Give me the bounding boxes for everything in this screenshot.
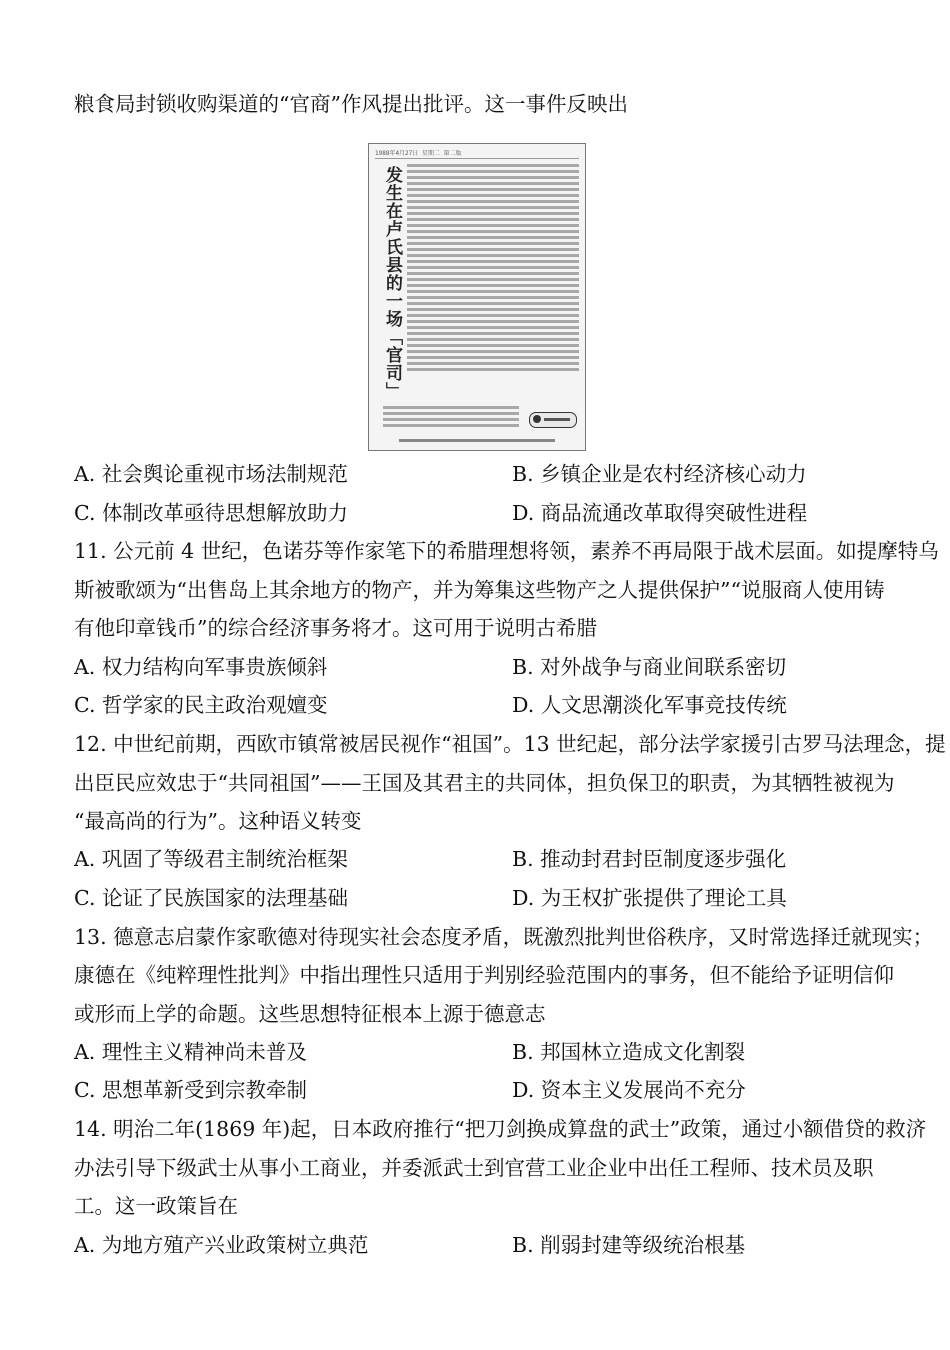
q11-option-d: D. 人文思潮淡化军事竞技传统 xyxy=(512,693,787,717)
q10-option-b: B. 乡镇企业是农村经济核心动力 xyxy=(512,462,807,486)
q13-stem-line: 13. 德意志启蒙作家歌德对待现实社会态度矛盾，既激烈批判世俗秩序，又时常选择迁就现实； xyxy=(74,925,934,949)
q14-stem-line: 14. 明治二年(1869 年)起，日本政府推行“把刀剑换成算盘的武士”政策，通过小额借贷的救济 xyxy=(74,1117,927,1141)
q13-stem-line: 康德在《纯粹理性批判》中指出理性只适用于判别经验范围内的事务，但不能给予证明信仰 xyxy=(74,963,894,987)
q12-option-b: B. 推动封君封臣制度逐步强化 xyxy=(512,847,787,871)
q13-option-b: B. 邦国林立造成文化割裂 xyxy=(512,1040,746,1064)
q10-option-d: D. 商品流通改革取得突破性进程 xyxy=(512,501,808,525)
q11-stem-line: 11. 公元前 4 世纪，色诺芬等作家笔下的希腊理想将领，素养不再局限于战术层面。如提摩特乌 xyxy=(74,539,939,563)
q13-option-d: D. 资本主义发展尚不充分 xyxy=(512,1078,746,1102)
newspaper-title: 发生在卢氏县的一场「官司」 xyxy=(382,166,402,400)
q12-stem-line: 12. 中世纪前期，西欧市镇常被居民视作“祖国”。13 世纪起，部分法学家援引古罗马法理念，提 xyxy=(74,732,946,756)
newspaper-clipping-image xyxy=(368,143,586,451)
q14-stem-line: 办法引导下级武士从事小工商业，并委派武士到官营工业企业中出任工程师、技术员及职 xyxy=(74,1156,874,1180)
newspaper-body-text xyxy=(407,164,579,420)
q10-stem-continuation: 粮食局封锁收购渠道的“官商”作风提出批评。这一事件反映出 xyxy=(74,92,628,116)
q11-option-b: B. 对外战争与商业间联系密切 xyxy=(512,655,787,679)
q11-option-c: C. 哲学家的民主政治观嬗变 xyxy=(74,693,328,717)
newspaper-byline xyxy=(399,439,555,442)
q14-option-b: B. 削弱封建等级统治根基 xyxy=(512,1233,746,1257)
q14-stem-line: 工。这一政策旨在 xyxy=(74,1194,238,1218)
q10-option-a: A. 社会舆论重视市场法制规范 xyxy=(74,462,348,486)
q12-option-a: A. 巩固了等级君主制统治框架 xyxy=(74,847,348,871)
q10-option-c: C. 体制改革亟待思想解放助力 xyxy=(74,501,348,525)
q12-stem-line: “最高尚的行为”。这种语义转变 xyxy=(74,809,362,833)
q11-option-a: A. 权力结构向军事贵族倾斜 xyxy=(74,655,328,679)
newspaper-badge-icon xyxy=(529,412,577,428)
q13-option-c: C. 思想革新受到宗教牵制 xyxy=(74,1078,307,1102)
q13-option-a: A. 理性主义精神尚未普及 xyxy=(74,1040,307,1064)
q11-stem-line: 斯被歌颂为“出售岛上其余地方的物产，并为筹集这些物产之人提供保护”“说服商人使用铸 xyxy=(74,578,885,602)
q12-stem-line: 出臣民应效忠于“共同祖国”——王国及其君主的共同体，担负保卫的职责，为其牺牲被视为 xyxy=(74,771,895,795)
q14-option-a: A. 为地方殖产兴业政策树立典范 xyxy=(74,1233,369,1257)
q11-stem-line: 有他印章钱币”的综合经济事务将才。这可用于说明古希腊 xyxy=(74,616,597,640)
newspaper-header: 1988年4月27日 星期二 第二版 xyxy=(375,150,579,159)
q12-option-c: C. 论证了民族国家的法理基础 xyxy=(74,886,348,910)
q12-option-d: D. 为王权扩张提供了理论工具 xyxy=(512,886,787,910)
q13-stem-line: 或形而上学的命题。这些思想特征根本上源于德意志 xyxy=(74,1002,546,1026)
